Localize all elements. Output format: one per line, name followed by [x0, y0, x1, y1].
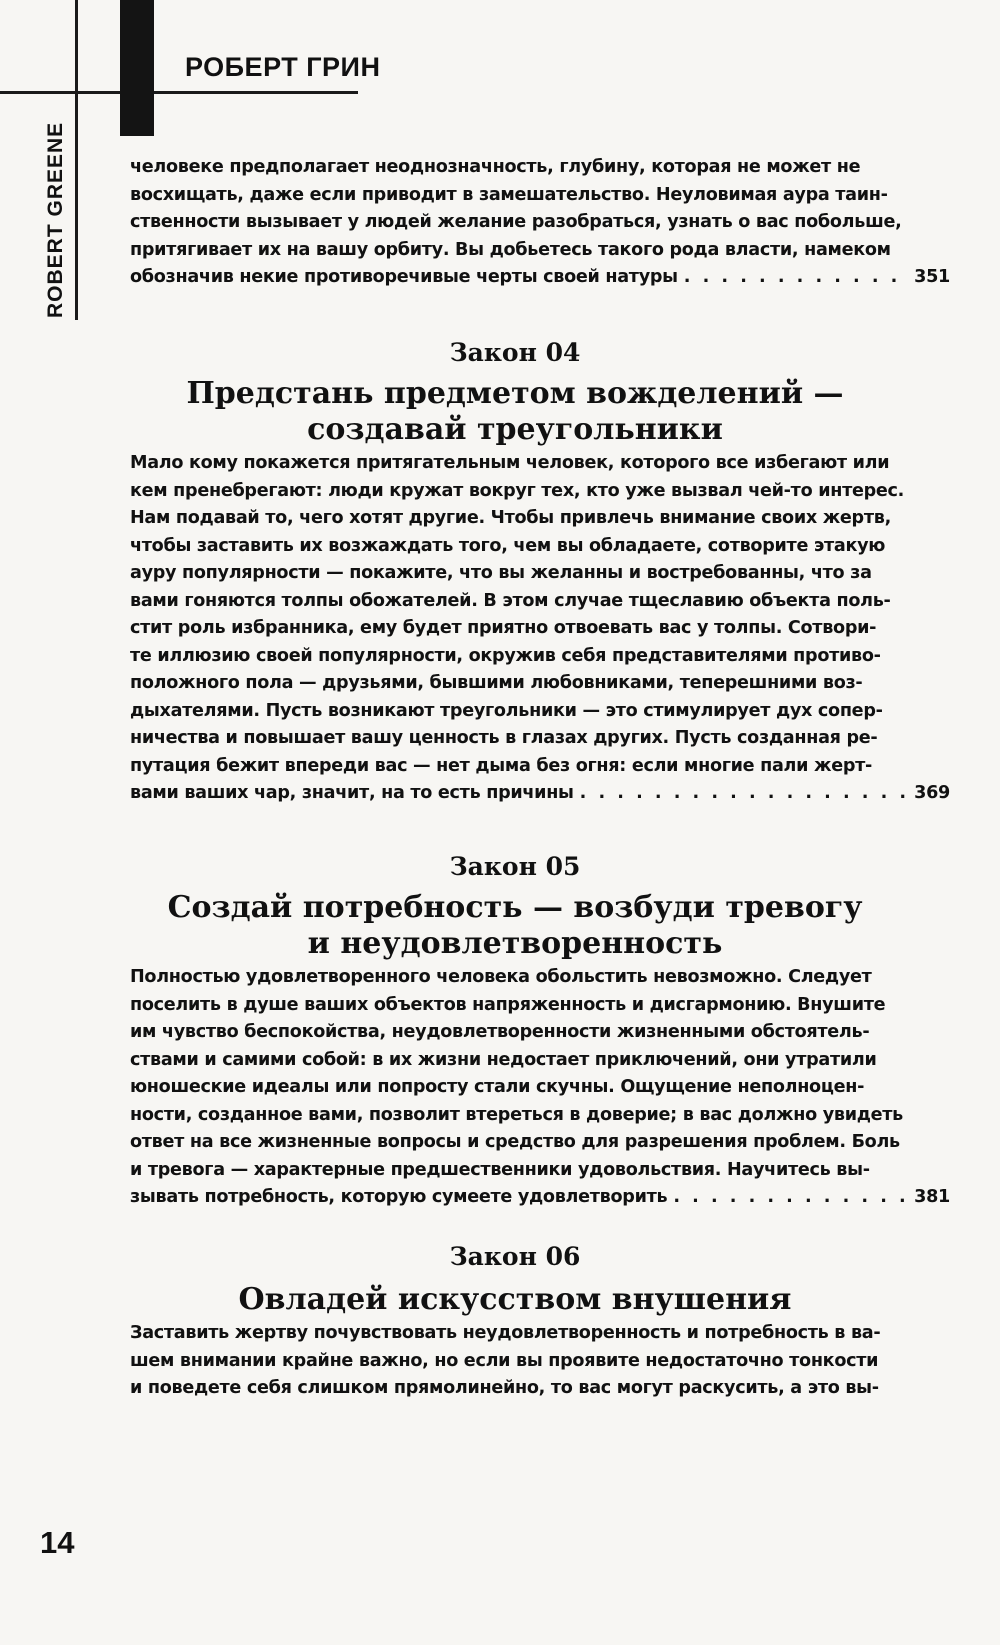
law-number: Закон 05	[449, 852, 581, 881]
text-line: и тревога — характерные предшественники удовольствия. Научитесь вы-	[130, 1159, 870, 1180]
text-line: те иллюзию своей популярности, окружив себя представителями противо-	[130, 645, 881, 666]
side-author-label: ROBERT GREENE	[44, 121, 67, 318]
law-title-line: и неудовлетворенность	[307, 926, 723, 961]
text-line: путация бежит впереди вас — нет дыма без огня: если многие пали жерт-	[130, 755, 873, 776]
text-line: дыхателями. Пусть возникают треугольники — это стимулирует дух сопер-	[130, 700, 883, 721]
header-horizontal-rule	[0, 91, 358, 94]
text-line: поселить в душе ваших объектов напряженность и дисгармонию. Внушите	[130, 994, 886, 1015]
text-line: Нам подавай то, чего хотят другие. Чтобы привлечь внимание своих жертв,	[130, 508, 891, 528]
intro-paragraph	[130, 154, 950, 292]
page-ref: 351	[914, 267, 950, 287]
text-line: положного пола — друзьями, бывшими любовниками, теперешними воз-	[130, 673, 863, 693]
text-line: стит роль избранника, ему будет приятно отвоевать вас у толпы. Сотвори-	[130, 618, 877, 638]
toc-entry-line	[130, 780, 950, 808]
text-line: им чувство беспокойства, неудовлетворенности жизненными обстоятель-	[130, 1022, 870, 1042]
law-title-line: Предстань предметом вожделений —	[186, 376, 844, 411]
law-number: Закон 06	[449, 1242, 581, 1271]
law-number: Закон 04	[449, 338, 581, 367]
law-title	[0, 890, 1000, 962]
law-paragraph	[130, 450, 950, 808]
text-line: восхищать, даже если приводит в замешательство. Неуловимая аура таин-	[130, 184, 888, 205]
page-number: 14	[40, 1525, 75, 1560]
text-line: Мало кому покажется притягательным человек, которого все избегают или	[130, 453, 890, 473]
text-line: ственности вызывает у людей желание разобраться, узнать о вас побольше,	[130, 212, 902, 232]
law-title-line: Создай потребность — возбуди тревогу	[167, 890, 863, 925]
text-line: Полностью удовлетворенного человека обольстить невозможно. Следует	[130, 967, 872, 987]
text-line: вами ваших чар, значит, на то есть причины	[130, 783, 574, 803]
text-line: зывать потребность, которую сумеете удовлетворить	[130, 1187, 668, 1207]
toc-entry-line	[130, 1184, 950, 1212]
text-line: и поведете себя слишком прямолинейно, то вас могут раскусить, а это вы-	[130, 1378, 879, 1398]
page-ref: 369	[914, 783, 950, 803]
text-line: обозначив некие противоречивые черты своей натуры	[130, 267, 678, 287]
text-line: кем пренебрегают: люди кружат вокруг тех, кто уже вызвал чей-то интерес.	[130, 480, 905, 501]
text-line: Заставить жертву почувствовать неудовлетворенность и потребность в ва-	[130, 1323, 881, 1343]
law-title-line: создавай треугольники	[307, 412, 723, 447]
text-line: юношеские идеалы или попросту стали скучны. Ощущение неполноцен-	[130, 1077, 865, 1097]
text-line: шем внимании крайне важно, но если вы проявите недостаточно тонкости	[130, 1350, 879, 1371]
law-paragraph	[130, 1320, 950, 1403]
law-title-line: Овладей искусством внушения	[238, 1282, 792, 1317]
law-title	[0, 1282, 1000, 1318]
text-line: ствами и самими собой: в их жизни недостает приключений, они утратили	[130, 1049, 877, 1070]
dot-leader	[673, 1184, 908, 1212]
text-line: ответ на все жизненные вопросы и средство для разрешения проблем. Боль	[130, 1132, 900, 1152]
text-line: ауру популярности — покажите, что вы желанны и востребованны, что за	[130, 563, 872, 583]
dot-leader	[580, 780, 909, 808]
dot-leader	[684, 264, 908, 292]
text-line: притягивает их на вашу орбиту. Вы добьетесь такого рода власти, намеком	[130, 239, 891, 260]
text-line: чтобы заставить их возжаждать того, чем вы обладаете, сотворите этакую	[130, 535, 886, 556]
law-paragraph	[130, 964, 950, 1212]
page-ref: 381	[914, 1187, 950, 1207]
text-line: ности, созданное вами, позволит втереться в доверие; в вас должно увидеть	[130, 1104, 903, 1125]
text-line: ничества и повышает вашу ценность в глазах других. Пусть созданная ре-	[130, 728, 878, 748]
text-line: человеке предполагает неоднозначность, глубину, которая не может не	[130, 157, 861, 177]
running-head: РОБЕРТ ГРИН	[185, 52, 381, 82]
text-line: вами гоняются толпы обожателей. В этом случае тщеславию объекта поль-	[130, 590, 891, 611]
header-vertical-rule	[75, 0, 78, 320]
law-title	[0, 376, 1000, 448]
toc-entry-line	[130, 264, 950, 292]
header-black-bar	[120, 0, 154, 136]
